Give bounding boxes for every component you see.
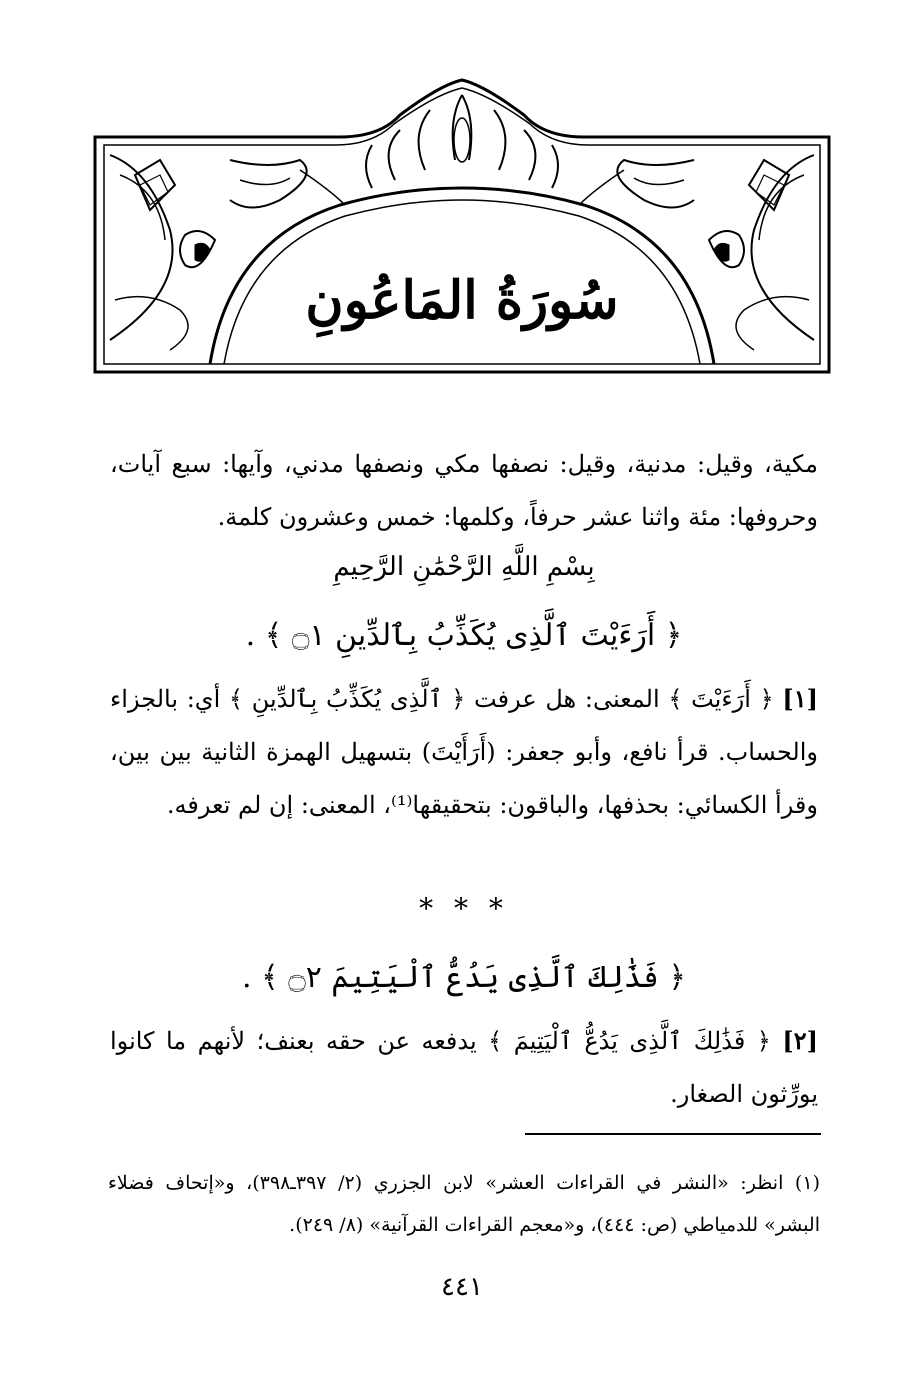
commentary-1 (110, 672, 818, 832)
commentary-2 (110, 1014, 818, 1121)
verse-1: ﴿ أَرَءَيْتَ ٱلَّذِى يُكَذِّبُ بِٱلدِّينِ ۝١ ﴾ . (245, 618, 683, 653)
section-separator: * * * (419, 892, 509, 925)
surah-intro: مكية، وقيل: مدنية، وقيل: نصفها مكي ونصفها مدني، وآيها: سبع آيات، وحروفها: مئة واثنا عشر حرفاً، وكلمها: خمس وعشرون كلمة. (110, 450, 818, 531)
commentary-1-text: ﴿ أَرَءَيْتَ ﴾ المعنى: هل عرفت ﴿ ٱلَّذِى يُكَذِّبُ بِٱلدِّينِ ﴾ أي: بالجزاء والحساب. قرأ نافع، وأبو جعفر: (أَرَأَيْتَ) بتسهيل الهمزة الثانية بين بين، وقرأ الكسائي: بحذفها، والباقون: بتحقيقها⁽¹⁾، المعنى: إن لم تعرفه. (110, 685, 818, 819)
page-number: ٤٤١ (441, 1272, 483, 1302)
commentary-2-number: [٢] (782, 1026, 818, 1055)
basmala: بِسْمِ اللَّهِ الرَّحْمَٰنِ الرَّحِيمِ (333, 552, 595, 582)
footnote: (١) انظر: «النشر في القراءات العشر» لابن الجزري (٢/ ٣٩٧ـ٣٩٨)، و«إتحاف فضلاء البشر» للدمياطي (ص: ٤٤٤)، و«معجم القراءات القرآنية» (٨/ ٢٤٩). (108, 1172, 820, 1236)
commentary-2-text: ﴿ فَذَٰلِكَ ٱلَّذِى يَدُعُّ ٱلْيَتِيمَ ﴾ يدفعه عن حقه بعنف؛ لأنهم ما كانوا يورِّثون الصغار. (110, 1027, 818, 1108)
verse-2: ﴿ فَذَٰلِكَ ٱلَّذِى يَدُعُّ ٱلْيَتِيمَ ۝٢ ﴾ . (242, 960, 686, 995)
surah-title: سُورَةُ المَاعُونِ (305, 270, 619, 331)
commentary-1-number: [١] (782, 684, 818, 713)
footnote-divider (525, 1133, 821, 1135)
